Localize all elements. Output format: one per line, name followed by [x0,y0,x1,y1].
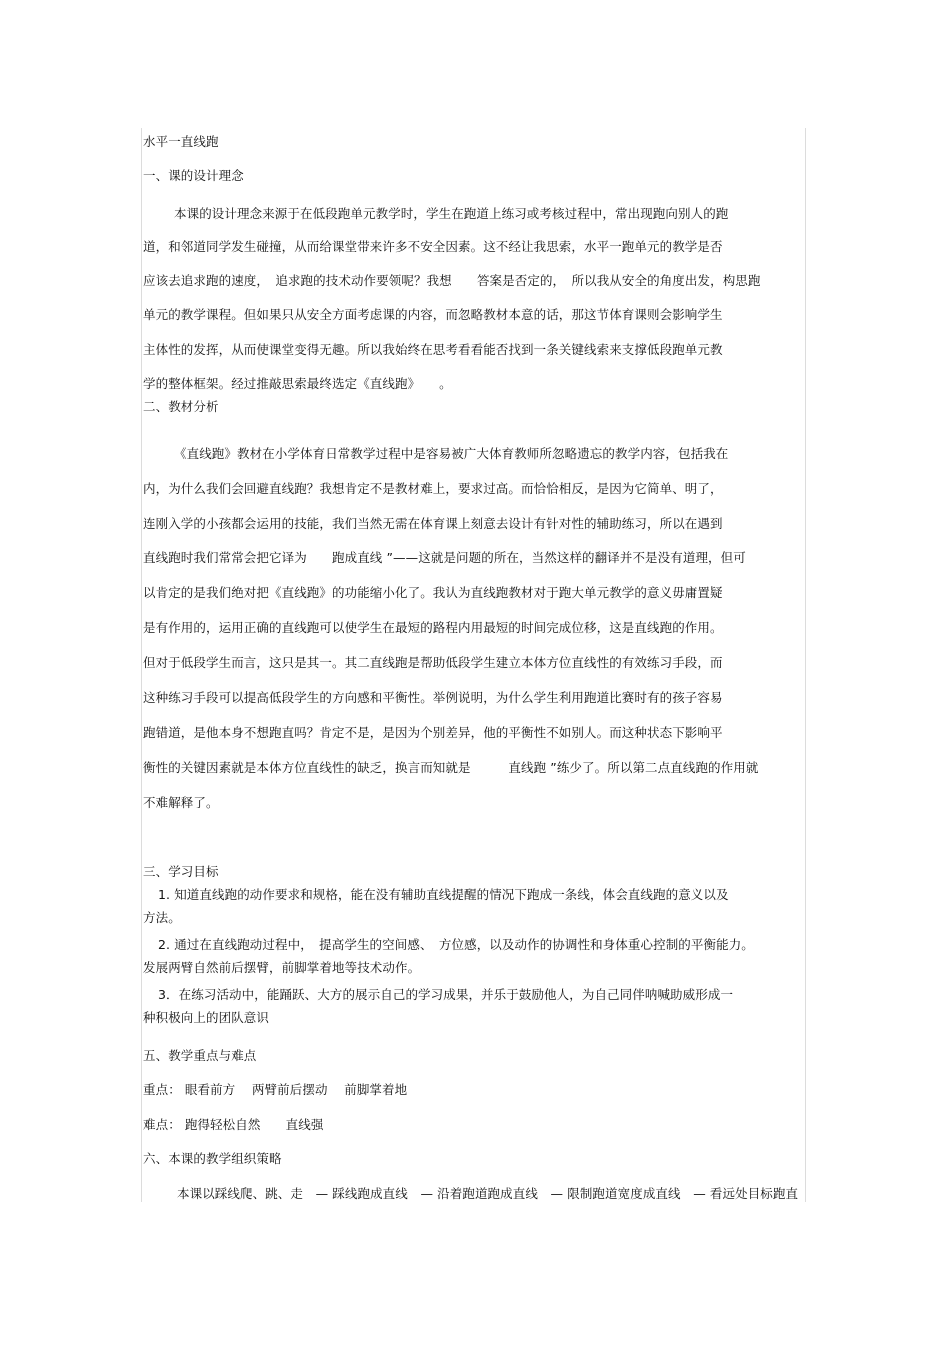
right-margin-line [805,128,806,1202]
section-heading-learning-goals: 三、学习目标 [143,864,219,879]
section-heading-design-concept: 一、课的设计理念 [143,168,244,183]
paragraph-line: 学的整体框架。经过推敲思索最终选定《直线跑》 。 [143,376,452,391]
paragraph-line: 不难解释了。 [143,795,219,810]
difficult-points-line: 难点： 跑得轻松自然 直线强 [143,1117,324,1132]
paragraph-line: 应该去追求跑的速度， 追求跑的技术动作要领呢？我想 答案是否定的， 所以我从安全的角度出发，构思跑 [143,273,761,288]
paragraph-line: 衡性的关键因素就是本体方位直线性的缺乏，换言而知就是 直线跑 ”练少了。所以第二点直线跑的作用就 [143,760,759,775]
section-heading-material-analysis: 二、教材分析 [143,399,219,414]
goal-item-3: 3．在练习活动中，能踊跃、大方的展示自己的学习成果，并乐于鼓励他人，为自己同伴呐喊助威形成一 [158,987,734,1002]
left-margin-line [141,128,142,1202]
paragraph-line: 《直线跑》教材在小学体育日常教学过程中是容易被广大体育教师所忽略遗忘的教学内容，包括我在 [174,446,729,461]
paragraph-line: 以肯定的是我们绝对把《直线跑》的功能缩小化了。我认为直线跑教材对于跑大单元教学的意义毋庸置疑 [143,585,723,600]
paragraph-line: 是有作用的，运用正确的直线跑可以使学生在最短的路程内用最短的时间完成位移，这是直线跑的作用。 [143,620,723,635]
paragraph-line: 内，为什么我们会回避直线跑？我想肯定不是教材难上，要求过高。而恰恰相反，是因为它简单、明了， [143,481,723,496]
paragraph-line: 道，和邻道同学发生碰撞，从而给课堂带来许多不安全因素。这不经让我思索，水平一跑单元的教学是否 [143,239,723,254]
paragraph-line: 单元的教学课程。但如果只从安全方面考虑课的内容，而忽略教材本意的话，那这节体育课则会影响学生 [143,307,723,322]
paragraph-line: 但对于低段学生而言，这只是其一。其二直线跑是帮助低段学生建立本体方位直线性的有效练习手段，而 [143,655,723,670]
goal-item-1-cont: 方法。 [143,910,181,925]
paragraph-line: 这种练习手段可以提高低段学生的方向感和平衡性。举例说明，为什么学生利用跑道比赛时有的孩子容易 [143,690,723,705]
goal-item-2: 2. 通过在直线跑动过程中， 提高学生的空间感、 方位感，以及动作的协调性和身体重心控制的平衡能力。 [158,937,754,952]
goal-item-2-cont: 发展两臂自然前后摆臂，前脚掌着地等技术动作。 [143,960,421,975]
paragraph-line: 跑错道，是他本身不想跑直吗？肯定不是，是因为个别差异，他的平衡性不如别人。而这种状态下影响平 [143,725,723,740]
paragraph-line: 本课的设计理念来源于在低段跑单元教学时，学生在跑道上练习或考核过程中，常出现跑向别人的跑 [174,206,729,221]
document-title: 水平一直线跑 [143,134,219,149]
paragraph-line: 本课以踩线爬、跳、走 — 踩线跑成直线 — 沿着跑道跑成直线 — 限制跑道宽度成直线 — 看远处目标跑直 [177,1186,799,1201]
section-heading-key-points: 五、教学重点与难点 [143,1048,257,1063]
paragraph-line: 主体性的发挥，从而使课堂变得无趣。所以我始终在思考看看能否找到一条关键线索来支撑低段跑单元教 [143,342,723,357]
goal-item-3-cont: 种积极向上的团队意识 [143,1010,270,1025]
paragraph-line: 直线跑时我们常常会把它译为 跑成直线 ”——这就是问题的所在，当然这样的翻译并不是没有道理，但可 [143,550,746,565]
goal-item-1: 1. 知道直线跑的动作要求和规格，能在没有辅助直线提醒的情况下跑成一条线，体会直线跑的意义以及 [158,887,729,902]
paragraph-line: 连刚入学的小孩都会运用的技能，我们当然无需在体育课上刻意去设计有针对性的辅助练习，所以在遇到 [143,516,723,531]
section-heading-strategy: 六、本课的教学组织策略 [143,1151,282,1166]
key-points-line: 重点： 眼看前方 两臂前后摆动 前脚掌着地 [143,1082,408,1097]
